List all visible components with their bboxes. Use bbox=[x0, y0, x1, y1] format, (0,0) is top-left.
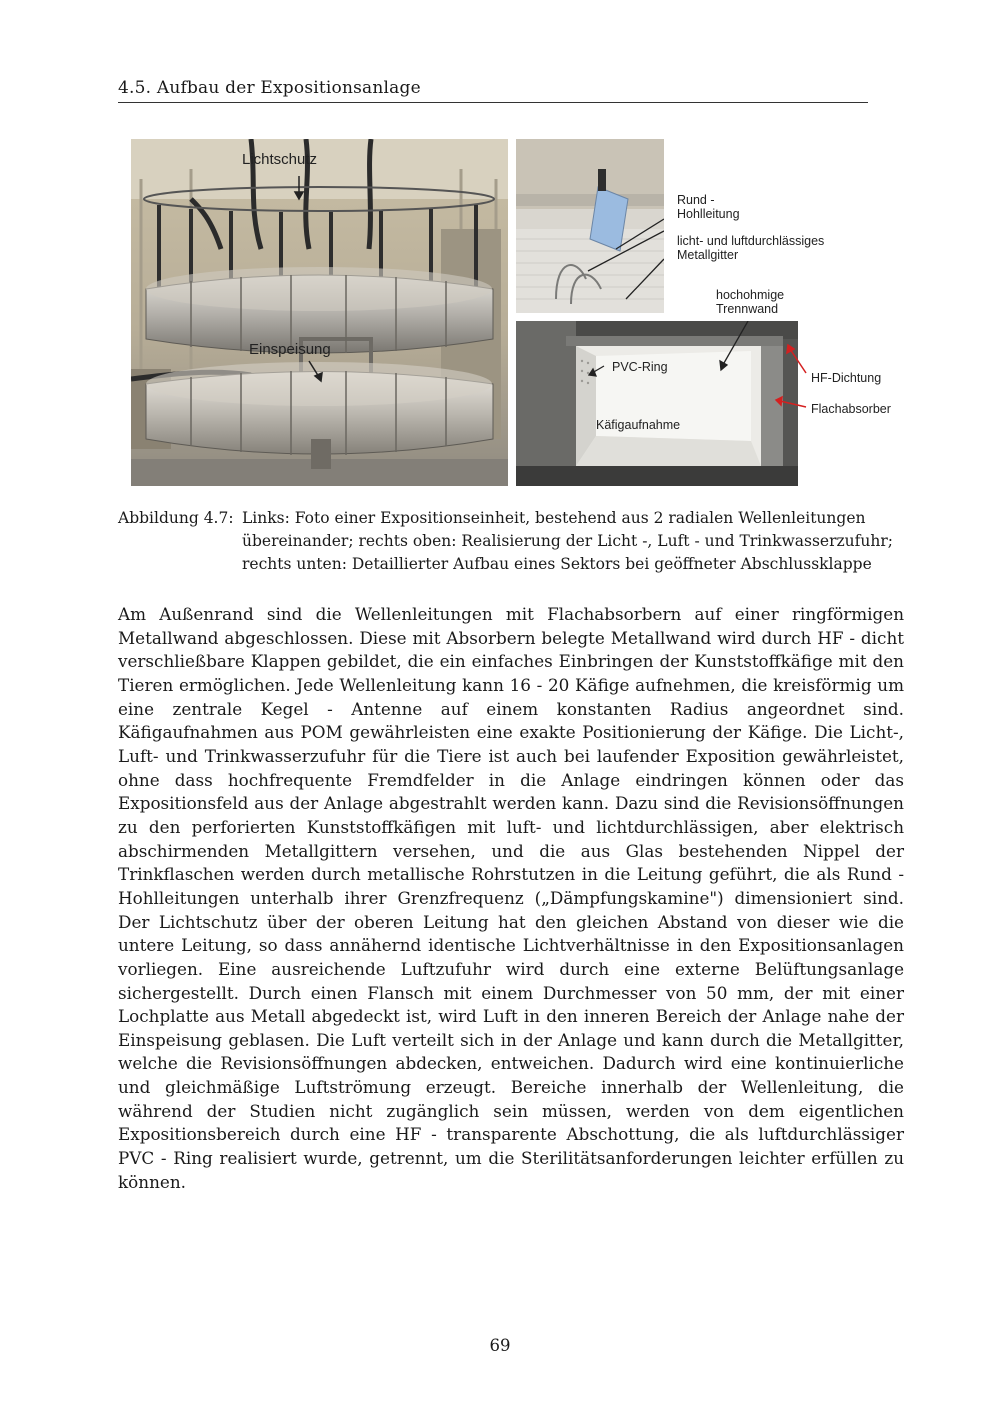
label-rund-hohlleitung: Rund - Hohlleitung bbox=[677, 193, 740, 221]
label-trennwand: hochohmige Trennwand bbox=[716, 288, 785, 316]
label-flachabsorber: Flachabsorber bbox=[811, 402, 891, 416]
header-rule bbox=[118, 102, 868, 103]
running-header: 4.5. Aufbau der Expositionsanlage bbox=[118, 78, 421, 98]
label-lichtschutz: Lichtschutz bbox=[242, 151, 318, 168]
label-pvc-ring: PVC-Ring bbox=[612, 360, 668, 374]
photo-supply-detail bbox=[516, 139, 664, 313]
label-kaefigaufnahme: Käfigaufnahme bbox=[596, 418, 681, 432]
label-einspeisung: Einspeisung bbox=[249, 341, 331, 358]
red-arrows bbox=[770, 335, 810, 415]
label-metallgitter: licht- und luftdurchlässiges Metallgitter bbox=[677, 234, 825, 262]
photo-exposition-unit bbox=[131, 139, 508, 486]
caption-label: Abbildung 4.7: bbox=[118, 509, 234, 527]
label-hf-dichtung: HF-Dichtung bbox=[811, 371, 882, 385]
caption-text: Links: Foto einer Expositionseinheit, bestehend aus 2 radialen Wellenleitungen übereinander; rechts oben: Realisierung der Licht -, Luft - und Trinkwasserzufuhr; rechts unten: Detaillierter Aufbau eines Sektors bei geöffneter Abschlussklappe bbox=[242, 509, 893, 573]
photo-sector-detail bbox=[516, 321, 798, 486]
body-paragraph: Am Außenrand sind die Wellenleitungen mit Flachabsorbern auf einer ringförmigen Metallwand abgeschlossen. Diese mit Absorbern belegte Metallwand wird durch HF - dicht verschließbare Klappen gebildet, die ein einfaches Einbringen der Kunststoffkäfige mit den Tieren ermöglichen. Jede Wellenleitung kann 16 - 20 Käfige aufnehmen, die kreisförmig um eine zentrale Kegel - Antenne auf einem konstanten Radius angeordnet sind. Käfigaufnahmen aus POM gewährleisten eine exakte Positionierung der Käfige. Die Licht-, Luft- und Trinkwasserzufuhr für die Tiere ist auch bei laufender Exposition gewährleistet, ohne dass hochfrequente Fremdfelder in die Anlage eindringen können oder das Expositionsfeld aus der Anlage abgestrahlt werden kann. Dazu sind die Revisionsöffnungen zu den perforierten Kunststoffkäfigen mit luft- und lichtdurchlässigen, aber elektrisch abschirmenden Metallgittern versehen, und die aus Glas bestehenden Nippel der Trinkflaschen werden durch metallische Rohrstutzen in die Leitung geführt, die als Rund - Hohlleitungen unterhalb ihrer Grenzfrequenz („Dämpfungskamine") dimensioniert sind. Der Lichtschutz über der oberen Leitung hat den gleichen Abstand von dieser wie die untere Leitung, so dass annähernd identische Lichtverhältnisse in den Expositionsanlagen vorliegen. Eine ausreichende Luftzufuhr wird durch eine externe Belüftungsanlage sichergestellt. Durch einen Flansch mit einem Durchmesser von 50 mm, der mit einer Lochplatte aus Metall abgedeckt ist, wird Luft in den inneren Bereich der Anlage nahe der Einspeisung geblasen. Die Luft verteilt sich in der Anlage und kann durch die Metallgitter, welche die Revisionsöffnungen abdecken, entweichen. Dadurch wird eine kontinuierliche und gleichmäßige Luftströmung erzeugt. Bereiche innerhalb der Wellenleitung, die während der Studien nicht zugänglich sein müssen, werden von dem eigentlichen Expositionsbereich durch eine HF - transparente Abschottung, die als luftdurchlässiger PVC - Ring realisiert wurde, getrennt, um die Sterilitätsanforderungen leichter erfüllen zu können. bbox=[118, 604, 904, 1192]
page-number: 69 bbox=[489, 1336, 511, 1355]
